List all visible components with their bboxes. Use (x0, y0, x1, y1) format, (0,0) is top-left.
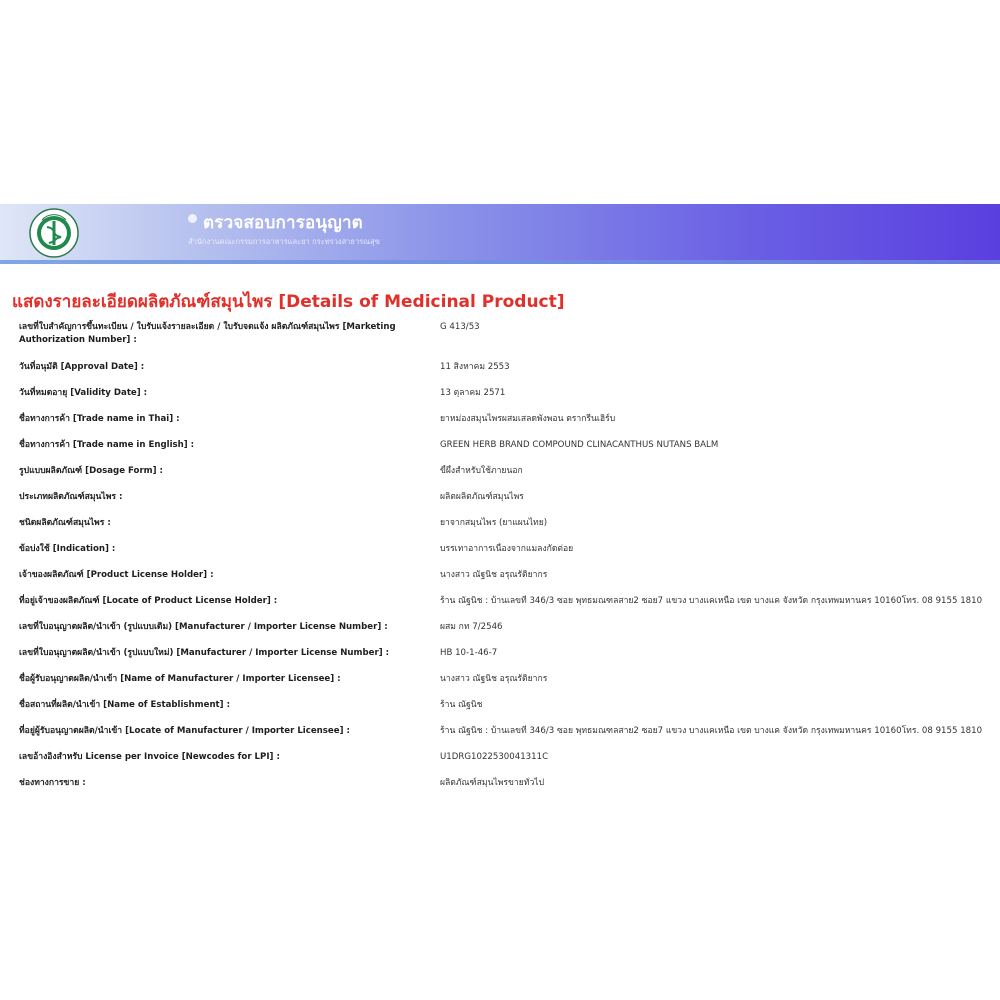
detail-value: ยาหม่องสมุนไพรผสมเสลดพังพอน ตรากรีนเฮิร์บ (440, 414, 616, 424)
detail-value: ผลิตภัณฑ์สมุนไพรขายทั่วไป (440, 778, 545, 788)
detail-label: ชื่อทางการค้า [Trade name in English] : (19, 440, 195, 450)
page-title: แสดงรายละเอียดผลิตภัณฑ์สมุนไพร [Details of Medicinal Product] (12, 292, 565, 312)
detail-label: วันที่อนุมัติ [Approval Date] : (19, 362, 145, 372)
detail-value: ขี้ผึ้งสำหรับใช้ภายนอก (440, 466, 523, 476)
detail-label: เลขที่ใบอนุญาตผลิต/นำเข้า (รูปแบบเดิม) [Manufacturer / Importer License Number] : (19, 622, 388, 632)
detail-label: ช่องทางการขาย : (19, 778, 86, 788)
detail-label: รูปแบบผลิตภัณฑ์ [Dosage Form] : (19, 466, 163, 476)
detail-value: นางสาว ณัฐนิช อรุณรัติยากร (440, 674, 548, 684)
header-divider (0, 260, 1000, 264)
detail-value: ผลิตผลิตภัณฑ์สมุนไพร (440, 492, 524, 502)
detail-label: ชื่อผู้รับอนุญาตผลิต/นำเข้า [Name of Manufacturer / Importer Licensee] : (19, 674, 341, 684)
detail-label: ชื่อทางการค้า [Trade name in Thai] : (19, 414, 180, 424)
detail-value: นางสาว ณัฐนิช อรุณรัติยากร (440, 570, 548, 580)
detail-label: เจ้าของผลิตภัณฑ์ [Product License Holder] : (19, 570, 214, 580)
detail-value: ผสม กท 7/2546 (440, 622, 503, 632)
detail-label: เลขที่ใบอนุญาตผลิต/นำเข้า (รูปแบบใหม่) [Manufacturer / Importer License Number] : (19, 648, 390, 658)
detail-label: เลขที่ใบสำคัญการขึ้นทะเบียน / ใบรับแจ้งรายละเอียด / ใบรับจดแจ้ง ผลิตภัณฑ์สมุนไพร [Marketing Authorization Number] : (19, 322, 396, 345)
detail-label: ประเภทผลิตภัณฑ์สมุนไพร : (19, 492, 123, 502)
detail-value: U1DRG1022530041311C (440, 752, 549, 762)
banner-subtitle: สำนักงานคณะกรรมการอาหารและยา กระทรวงสาธารณสุข (188, 237, 380, 246)
detail-value: HB 10-1-46-7 (440, 648, 498, 658)
detail-label: ชื่อสถานที่ผลิต/นำเข้า [Name of Establishment] : (19, 700, 231, 710)
detail-value: ร้าน ณัฐนิช : บ้านเลขที่ 346/3 ซอย พุทธมณฑลสาย2 ซอย7 แขวง บางแคเหนือ เขต บางแค จังหวัด กรุงเทพมหานคร 10160โทร. 08 9155 1810 (440, 596, 983, 606)
banner-title: ตรวจสอบการอนุญาต (203, 213, 363, 233)
detail-label: ที่อยู่เจ้าของผลิตภัณฑ์ [Locate of Product License Holder] : (19, 596, 278, 606)
detail-label: วันที่หมดอายุ [Validity Date] : (19, 388, 148, 398)
detail-value: บรรเทาอาการเนื่องจากแมลงกัดต่อย (440, 544, 574, 554)
details-table (0, 318, 1000, 808)
detail-label: ชนิดผลิตภัณฑ์สมุนไพร : (19, 518, 111, 528)
detail-value: ร้าน ณัฐนิช (440, 700, 483, 710)
detail-label: ข้อบ่งใช้ [Indication] : (19, 544, 116, 554)
title-bullet-icon (188, 214, 197, 223)
header-banner (0, 204, 1000, 260)
detail-value: 11 สิงหาคม 2553 (440, 362, 510, 372)
detail-value: G 413/53 (440, 322, 480, 332)
ministry-seal-icon (22, 207, 86, 259)
detail-value: ร้าน ณัฐนิช : บ้านเลขที่ 346/3 ซอย พุทธมณฑลสาย2 ซอย7 แขวง บางแคเหนือ เขต บางแค จังหวัด กรุงเทพมหานคร 10160โทร. 08 9155 1810 (440, 726, 983, 736)
detail-value: ยาจากสมุนไพร (ยาแผนไทย) (440, 518, 548, 528)
detail-value: 13 ตุลาคม 2571 (440, 388, 506, 398)
detail-label: ที่อยู่ผู้รับอนุญาตผลิต/นำเข้า [Locate of Manufacturer / Importer Licensee] : (19, 726, 350, 736)
detail-value: GREEN HERB BRAND COMPOUND CLINACANTHUS NUTANS BALM (440, 440, 719, 450)
detail-label: เลขอ้างอิงสำหรับ License per Invoice [Newcodes for LPI] : (19, 752, 280, 762)
